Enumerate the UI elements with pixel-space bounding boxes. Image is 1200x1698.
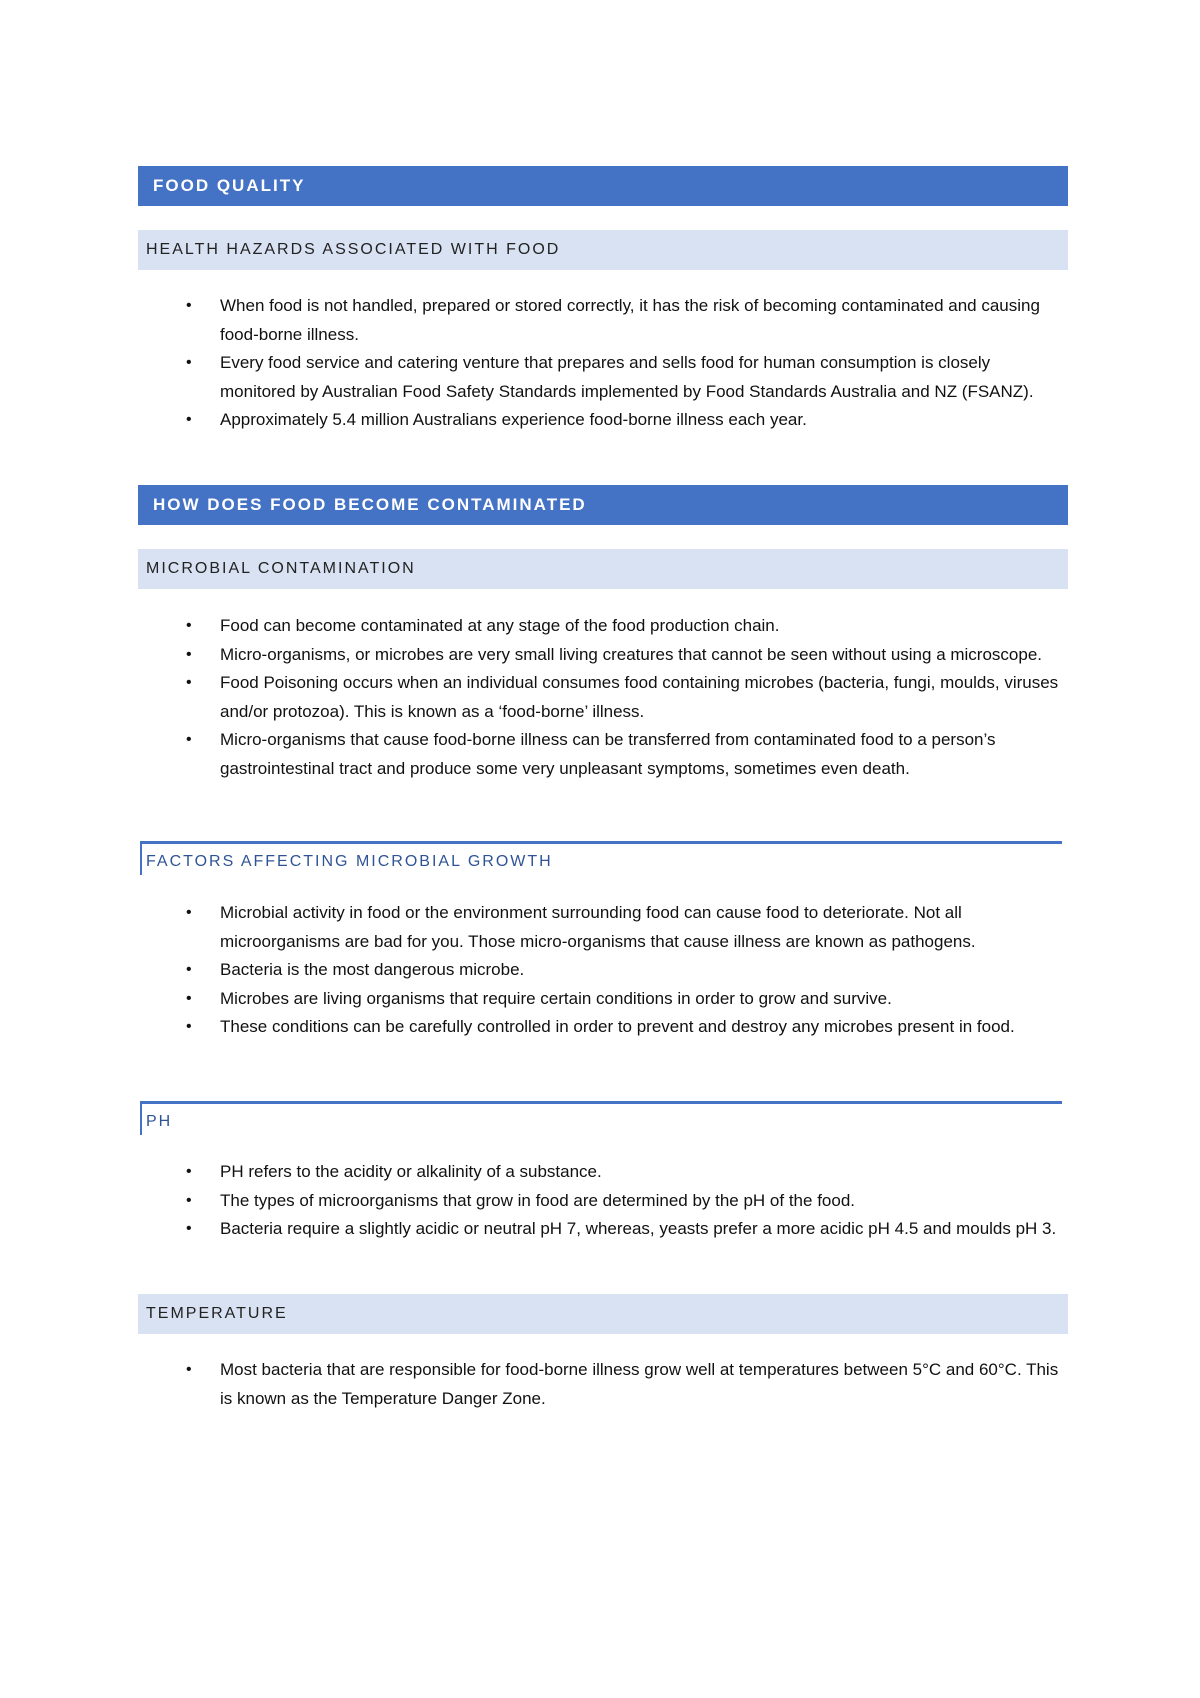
heading-microbial-contamination: MICROBIAL CONTAMINATION [138, 549, 1068, 589]
heading-how-contaminated: HOW DOES FOOD BECOME CONTAMINATED [138, 485, 1068, 525]
bullet-icon: • [186, 1220, 192, 1237]
bullet-icon: • [186, 1163, 192, 1180]
list-ph [186, 1158, 1066, 1244]
list-microbial-contamination [186, 612, 1066, 783]
list-item: • The types of microorganisms that grow in food are determined by the pH of the food. [186, 1187, 1066, 1216]
heading-temperature: TEMPERATURE [138, 1294, 1068, 1334]
list-item: • Food Poisoning occurs when an individual consumes food containing microbes (bacteria, fungi, moulds, viruses and/or protozoa). This is known as a ‘food-borne’ illness. [186, 669, 1066, 726]
list-item: • Every food service and catering venture that prepares and sells food for human consumption is closely monitored by Australian Food Safety Standards implemented by Food Standards Australia and NZ (FSANZ). [186, 349, 1066, 406]
heading-health-hazards: HEALTH HAZARDS ASSOCIATED WITH FOOD [138, 230, 1068, 270]
list-item: • PH refers to the acidity or alkalinity of a substance. [186, 1158, 1066, 1187]
list-item: • When food is not handled, prepared or stored correctly, it has the risk of becoming contaminated and causing food-borne illness. [186, 292, 1066, 349]
heading-ph: PH [140, 1101, 1062, 1135]
list-factors [186, 899, 1066, 1042]
list-item: • Food can become contaminated at any stage of the food production chain. [186, 612, 1066, 641]
list-health-hazards [186, 292, 1066, 435]
list-item: • Bacteria is the most dangerous microbe. [186, 956, 1066, 985]
list-item: • Bacteria require a slightly acidic or neutral pH 7, whereas, yeasts prefer a more acidic pH 4.5 and moulds pH 3. [186, 1215, 1066, 1244]
list-item: • Micro-organisms, or microbes are very small living creatures that cannot be seen without using a microscope. [186, 641, 1066, 670]
bullet-icon: • [186, 1361, 192, 1378]
bullet-icon: • [186, 411, 192, 428]
list-item: • Micro-organisms that cause food-borne illness can be transferred from contaminated food to a person’s gastrointestinal tract and produce some very unpleasant symptoms, sometimes even death. [186, 726, 1066, 783]
bullet-icon: • [186, 354, 192, 371]
bullet-icon: • [186, 674, 192, 691]
heading-food-quality: FOOD QUALITY [138, 166, 1068, 206]
heading-factors-microbial-growth: FACTORS AFFECTING MICROBIAL GROWTH [140, 841, 1062, 875]
list-item: • Microbes are living organisms that require certain conditions in order to grow and survive. [186, 985, 1066, 1014]
list-temperature [186, 1356, 1066, 1413]
bullet-icon: • [186, 297, 192, 314]
bullet-icon: • [186, 989, 192, 1007]
list-item: • These conditions can be carefully controlled in order to prevent and destroy any microbes present in food. [186, 1013, 1066, 1042]
bullet-icon: • [186, 904, 192, 921]
bullet-icon: • [186, 1018, 192, 1035]
bullet-icon: • [186, 731, 192, 748]
list-item: • Most bacteria that are responsible for food-borne illness grow well at temperatures between 5°C and 60°C. This is known as the Temperature Danger Zone. [186, 1356, 1066, 1413]
bullet-icon: • [186, 1191, 192, 1209]
list-item: • Approximately 5.4 million Australians experience food-borne illness each year. [186, 406, 1066, 435]
list-item: • Microbial activity in food or the environment surrounding food can cause food to deteriorate. Not all microorganisms are bad for you. Those micro-organisms that cause illness are known as pathogens. [186, 899, 1066, 956]
bullet-icon: • [186, 961, 192, 978]
bullet-icon: • [186, 645, 192, 663]
bullet-icon: • [186, 617, 192, 634]
